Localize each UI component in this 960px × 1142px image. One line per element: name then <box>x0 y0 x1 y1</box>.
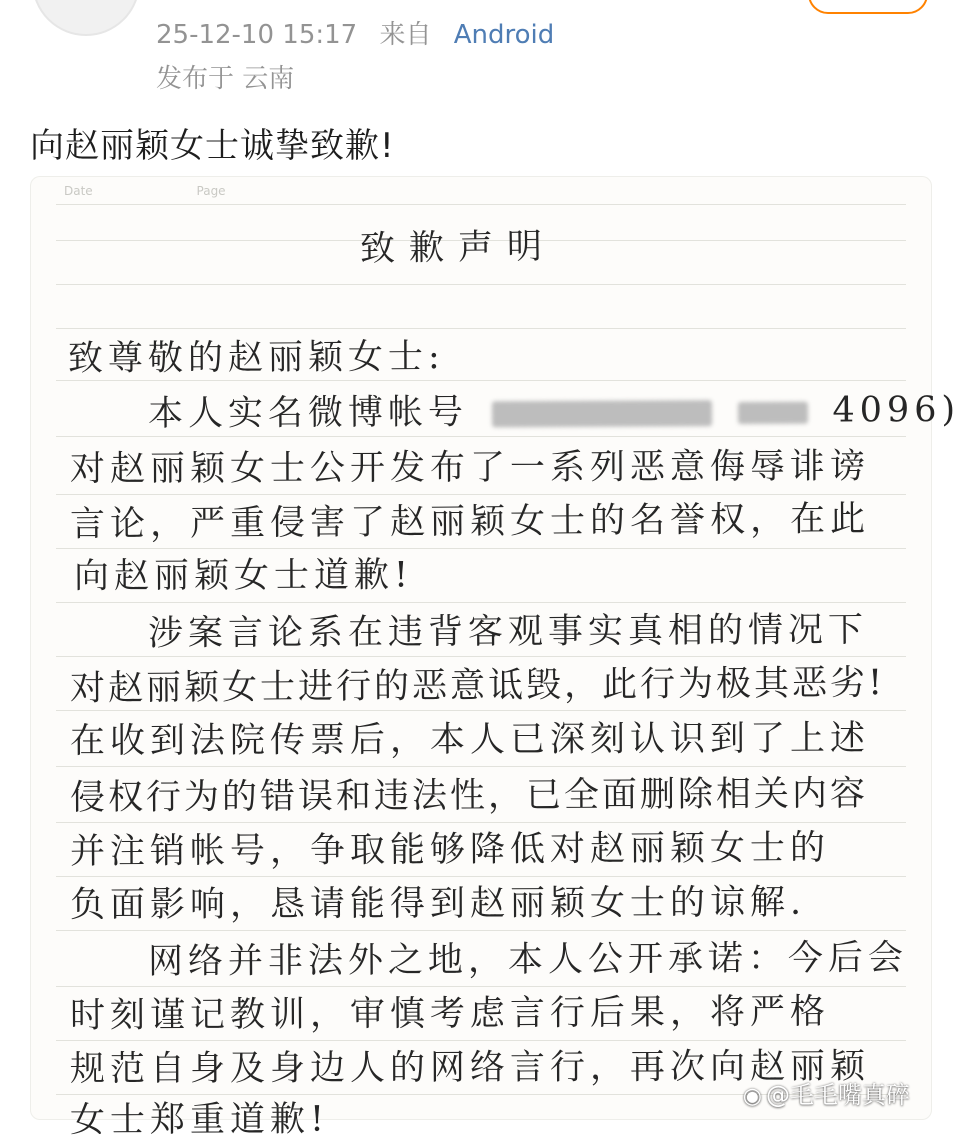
letter-line: 规范自身及身边人的网络言行，再次向赵丽颖 <box>69 1046 871 1090</box>
paper-rule <box>56 284 906 285</box>
letter-line: 向赵丽颖女士道歉! <box>73 555 414 597</box>
follow-button[interactable] <box>808 0 928 14</box>
post-source-link[interactable]: Android <box>453 20 555 50</box>
paper-rule <box>56 436 906 437</box>
weibo-icon: ◉ <box>742 1084 762 1109</box>
letter-title: 致歉声明 <box>359 226 557 270</box>
post-source-prefix: 来自 <box>379 20 432 50</box>
paper-rule <box>56 328 906 329</box>
paper-rule <box>56 204 906 205</box>
post-location: 发布于 云南 <box>156 64 295 94</box>
post-timestamp: 25-12-10 15:17 <box>156 20 358 50</box>
letter-line: 侵权行为的错误和违法性，已全面删除相关内容 <box>69 773 869 819</box>
letter-line: 对赵丽颖女士进行的恶意诋毁，此行为极其恶劣! <box>69 663 886 709</box>
paper-header-page: Page <box>196 184 226 198</box>
redacted-account-name <box>492 400 712 427</box>
letter-line: 致尊敬的赵丽颖女士: <box>67 337 445 379</box>
letter-line: 本人实名微博帐号 <box>147 392 469 435</box>
paper-rule <box>56 930 906 931</box>
paper-header-date: Date <box>64 184 93 198</box>
weibo-watermark <box>743 1080 910 1112</box>
letter-line: 时刻谨记教训，审慎考虑言行后果，将严格 <box>69 992 831 1036</box>
letter-line: 女士郑重道歉! <box>69 1099 330 1141</box>
letter-line: 对赵丽颖女士公开发布了一系列恶意侮辱诽谤 <box>69 446 871 490</box>
paper-rule <box>56 766 906 767</box>
letter-line: 在收到法院传票后，本人已深刻认识到了上述 <box>69 718 871 762</box>
letter-line: 网络并非法外之地，本人公开承诺：今后会 <box>147 938 909 982</box>
paper-rule <box>56 1040 906 1041</box>
watermark-text: @毛毛嘴真碎 <box>766 1081 910 1109</box>
letter-line: 4096) <box>832 389 960 431</box>
post-meta <box>156 18 554 52</box>
paper-rule <box>56 986 906 987</box>
paper-rule <box>56 494 906 495</box>
apology-letter-image[interactable] <box>30 176 960 1141</box>
letter-line-with-redaction <box>148 388 960 436</box>
redacted-account-name <box>738 401 808 423</box>
paper-rule <box>56 876 906 877</box>
letter-line: 负面影响，恳请能得到赵丽颖女士的谅解. <box>69 882 807 926</box>
paper-rule <box>56 822 906 823</box>
paper-rule <box>56 710 906 711</box>
paper-rule <box>56 548 906 549</box>
letter-line: 涉案言论系在违背客观事实真相的情况下 <box>147 610 869 654</box>
paper-header <box>64 184 326 198</box>
letter-line: 言论，严重侵害了赵丽颖女士的名誉权，在此 <box>69 499 871 545</box>
paper-rule <box>56 602 906 603</box>
letter-line: 并注销帐号，争取能够降低对赵丽颖女士的 <box>69 828 831 872</box>
user-avatar[interactable] <box>32 0 140 36</box>
paper-rule <box>56 656 906 657</box>
post-text: 向赵丽颖女士诚挚致歉! <box>30 126 395 166</box>
